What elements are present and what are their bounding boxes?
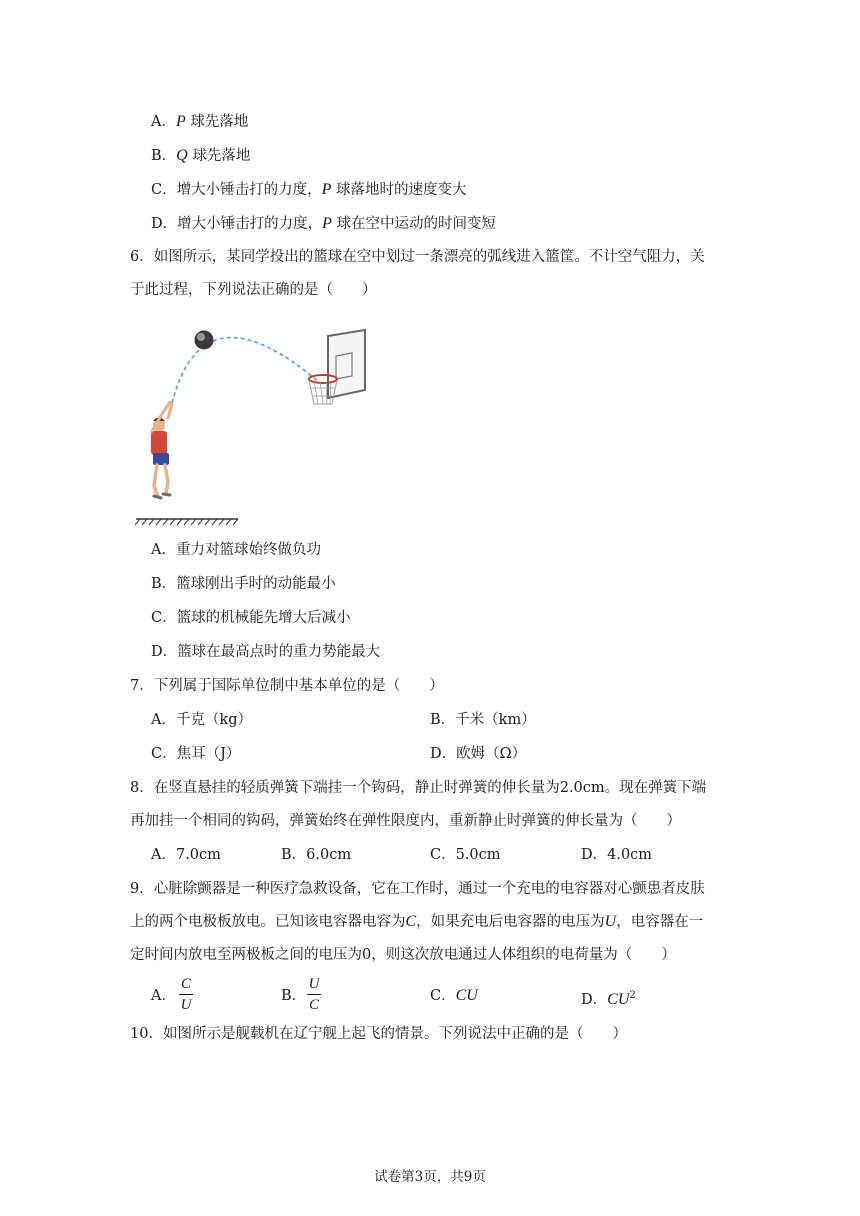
ball-trajectory (172, 338, 320, 403)
q7-option-b: B．千米（km） (430, 712, 536, 728)
q10-stem: 10．如图所示是舰载机在辽宁舰上起飞的情景。下列说法中正确的是（ ） (130, 1026, 627, 1042)
option-label: B． (151, 148, 177, 164)
basketball-player-icon (151, 402, 172, 498)
fraction-numerator: U (308, 976, 320, 992)
ground-hatching (135, 519, 238, 525)
variable: U (604, 913, 617, 930)
q5-option-b (151, 146, 250, 166)
q6-option-a: A．重力对篮球始终做负功 (151, 542, 321, 558)
option-expression: CU (455, 987, 478, 1004)
q9-stem-line3: 定时间内放电至两极板之间的电压为0，则这次放电通过人体组织的电荷量为（ ） (130, 947, 676, 963)
q8-option-c: C．5.0cm (430, 847, 501, 863)
q7-option-c: C．焦耳（J） (151, 746, 241, 762)
q8-stem-line1: 8．在竖直悬挂的轻质弹簧下端挂一个钩码，静止时弹簧的伸长量为2.0cm。现在弹簧下端 (130, 780, 707, 796)
q5-option-a (151, 112, 248, 132)
q6-option-d: D．篮球在最高点时的重力势能最大 (151, 644, 381, 660)
option-label: C． (151, 182, 177, 198)
q9-option-a-label: A． (151, 988, 176, 1004)
q9-option-b-label: B． (281, 988, 307, 1004)
stem-text: ，如果充电后电容器的电压为 (416, 914, 605, 930)
option-label: C． (430, 988, 456, 1004)
variable: P (322, 215, 332, 232)
q6-stem-line2: 于此过程，下列说法正确的是（ ） (130, 282, 377, 298)
q6-stem-line1: 6．如图所示，某同学投出的篮球在空中划过一条漂亮的弧线进入篮筐。不计空气阻力，关 (130, 249, 705, 265)
option-label: D． (581, 991, 608, 1008)
q7-stem: 7．下列属于国际单位制中基本单位的是（ ） (130, 678, 444, 694)
fraction-denominator: C (308, 997, 319, 1013)
variable: P (321, 181, 332, 198)
fraction-denominator: U (180, 997, 192, 1013)
q9-option-d (581, 986, 636, 1010)
variable: P (175, 113, 186, 130)
q9-option-c (430, 986, 478, 1006)
basketball-icon (195, 331, 214, 350)
q6-option-b: B．篮球刚出手时的动能最小 (151, 576, 336, 592)
option-expression: CU (607, 990, 630, 1008)
q8-option-d: D．4.0cm (581, 847, 653, 863)
option-label: A． (151, 114, 176, 130)
page-footer: 试卷第3页，共9页 (374, 1169, 486, 1185)
fraction-numerator: C (180, 976, 191, 992)
option-text: 球先落地 (192, 148, 251, 164)
q9-option-b-fraction (307, 975, 321, 1014)
option-text: 增大小锤击打的力度， (177, 216, 323, 232)
basketball-hoop-icon (309, 330, 365, 404)
q7-option-a: A．千克（kg） (151, 712, 253, 728)
q5-option-d (151, 214, 496, 234)
option-text: 球在空中运动的时间变短 (336, 216, 497, 232)
q7-option-d: D．欧姆（Ω） (430, 746, 527, 762)
q5-option-c (151, 180, 467, 200)
q8-option-a: A．7.0cm (151, 847, 221, 863)
basketball-figure (128, 318, 373, 533)
option-label: D． (151, 216, 178, 232)
stem-text: 上的两个电极板放电。已知该电容器电容为 (130, 914, 406, 930)
fraction-bar (179, 994, 193, 995)
option-text: 增大小锤击打的力度， (176, 182, 322, 198)
fraction-bar (307, 994, 321, 995)
option-text: 球先落地 (190, 114, 249, 130)
q8-option-b: B．6.0cm (281, 847, 352, 863)
q6-option-c: C．篮球的机械能先增大后减小 (151, 610, 351, 626)
superscript: 2 (629, 990, 636, 1001)
option-text: 球落地时的速度变大 (336, 182, 467, 198)
q9-stem-line1: 9．心脏除颤器是一种医疗急救设备，它在工作时，通过一个充电的电容器对心颤患者皮肤 (130, 881, 705, 897)
stem-text: ，电容器在一 (616, 914, 704, 930)
q9-option-a-fraction (179, 975, 193, 1014)
variable: C (405, 913, 417, 930)
q8-stem-line2: 再加挂一个相同的钩码，弹簧始终在弹性限度内，重新静止时弹簧的伸长量为（ ） (130, 813, 681, 829)
variable: Q (176, 147, 188, 164)
q9-stem-line2 (130, 912, 703, 932)
